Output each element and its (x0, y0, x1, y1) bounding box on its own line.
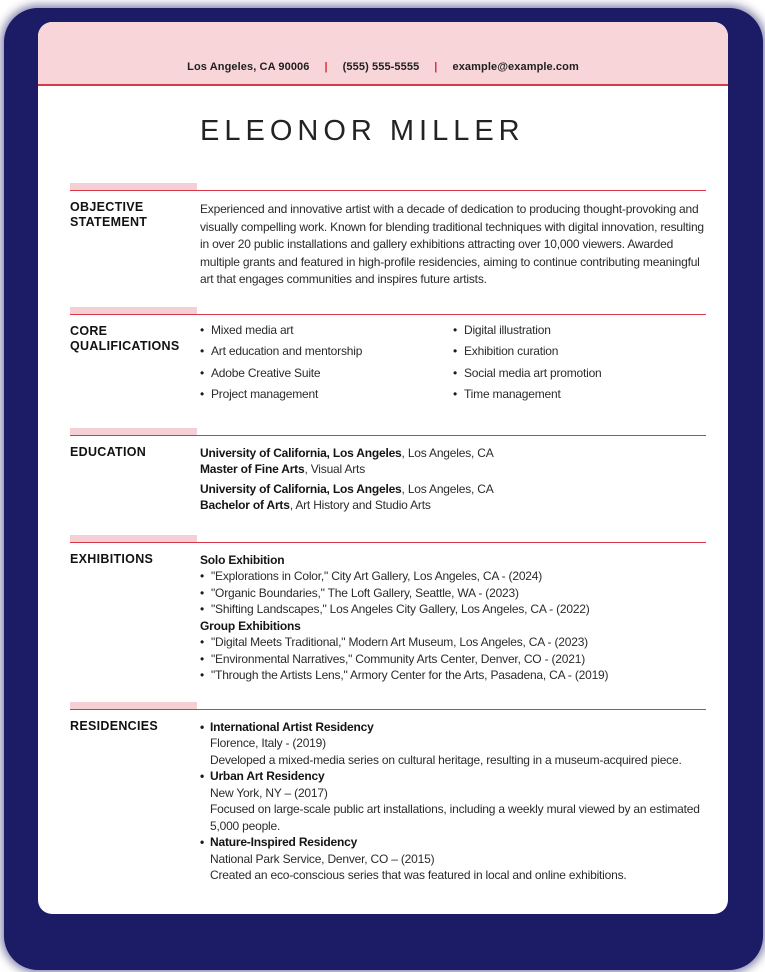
school-name: University of California, Los Angeles (200, 481, 402, 496)
education-degree-line (200, 461, 706, 478)
residency-title: • Nature-Inspired Residency (210, 835, 358, 850)
residency-meta: National Park Service, Denver, CO – (2015) (210, 851, 435, 866)
section-residencies (70, 701, 706, 884)
education-degree-line (200, 497, 706, 514)
section-label: OBJECTIVE STATEMENT (70, 200, 148, 230)
accent-bar (70, 183, 197, 190)
exhibition-item: • "Digital Meets Traditional," Modern Art Museum, Los Angeles, CA - (2023) (200, 634, 706, 651)
residency-item (200, 768, 706, 834)
residency-meta: New York, NY – (2017) (210, 785, 328, 800)
section-label: EDUCATION (70, 444, 147, 459)
section-label: CORE QUALIFICATIONS (70, 323, 180, 353)
qualifications-list-left (200, 324, 453, 410)
residency-description: Focused on large-scale public art installations, including a weekly mural viewed by an estimated 5,000 people. (210, 802, 700, 833)
list-item: • Time management (453, 388, 706, 400)
residency-item (200, 719, 706, 769)
residency-meta: Florence, Italy - (2019) (210, 736, 326, 751)
accent-bar (70, 307, 197, 314)
residency-description: Developed a mixed-media series on cultural heritage, resulting in a museum-acquired piece. (210, 752, 682, 767)
section-rule (70, 701, 706, 710)
exhibition-item: • "Environmental Narratives," Community Arts Center, Denver, CO - (2021) (200, 651, 706, 668)
exhibition-list (200, 634, 706, 684)
contact-phone: (555) 555-5555 (342, 61, 420, 73)
resume-page (38, 22, 728, 914)
list-item: • Mixed media art (200, 324, 453, 336)
section-objective (70, 182, 706, 289)
accent-bar (70, 428, 197, 435)
residency-description: Created an eco-conscious series that was featured in local and online exhibitions. (210, 868, 627, 883)
education-entry (200, 481, 706, 514)
resume-body (70, 182, 706, 884)
exhibition-list (200, 568, 706, 618)
qualifications-list-right (453, 324, 706, 410)
exhibition-item: • "Through the Artists Lens," Armory Center for the Arts, Pasadena, CA - (2019) (200, 667, 706, 684)
section-rule (70, 182, 706, 191)
exhibition-item: • "Shifting Landscapes," Los Angeles City Gallery, Los Angeles, CA - (2022) (200, 601, 706, 618)
residency-title: • Urban Art Residency (210, 769, 325, 784)
education-entry (200, 445, 706, 478)
school-name: University of California, Los Angeles (200, 445, 402, 460)
exhibition-item: • "Organic Boundaries," The Loft Gallery, Seattle, WA - (2023) (200, 585, 706, 602)
section-exhibitions (70, 534, 706, 684)
accent-bar (70, 535, 197, 542)
list-item: • Art education and mentorship (200, 345, 453, 357)
section-label: EXHIBITIONS (70, 551, 154, 566)
section-education (70, 427, 706, 517)
degree-name: Master of Fine Arts (200, 462, 305, 477)
degree-name: Bachelor of Arts (200, 498, 290, 513)
section-qualifications (70, 306, 706, 410)
page-title: ELEONOR MILLER (200, 115, 525, 147)
contact-header (38, 22, 728, 86)
accent-bar (70, 702, 197, 709)
contact-email: example@example.com (452, 61, 579, 73)
residency-item (200, 834, 706, 884)
exhibition-group-heading: Group Exhibitions (200, 618, 301, 633)
school-location: , Los Angeles, CA (401, 445, 494, 460)
separator: | (434, 61, 438, 73)
separator: | (324, 61, 328, 73)
degree-field: , Art History and Studio Arts (289, 498, 431, 513)
section-label: RESIDENCIES (70, 718, 159, 733)
section-rule (70, 427, 706, 436)
section-rule (70, 306, 706, 315)
list-item: • Adobe Creative Suite (200, 367, 453, 379)
education-school-line (200, 445, 706, 462)
list-item: • Exhibition curation (453, 345, 706, 357)
list-item: • Digital illustration (453, 324, 706, 336)
school-location: , Los Angeles, CA (401, 481, 494, 496)
contact-location: Los Angeles, CA 90006 (187, 61, 310, 73)
education-school-line (200, 481, 706, 498)
exhibition-item: • "Explorations in Color," City Art Gallery, Los Angeles, CA - (2024) (200, 568, 706, 585)
section-rule (70, 534, 706, 543)
objective-text: Experienced and innovative artist with a decade of dedication to producing thought-provoking and visually compelling work. Known for blending traditional techniques with digital innovation, resulting in over 20 public installations and gallery exhibitions attracting over 10,000 viewers. Awarded multiple grants and featured in high-profile residencies, aiming to continue contributing meaningful art that engages communities and inspires future artists. (200, 202, 704, 287)
residency-title: • International Artist Residency (210, 719, 374, 734)
exhibition-group-heading: Solo Exhibition (200, 552, 285, 567)
list-item: • Project management (200, 388, 453, 400)
degree-field: , Visual Arts (304, 462, 365, 477)
contact-line (187, 61, 579, 73)
list-item: • Social media art promotion (453, 367, 706, 379)
